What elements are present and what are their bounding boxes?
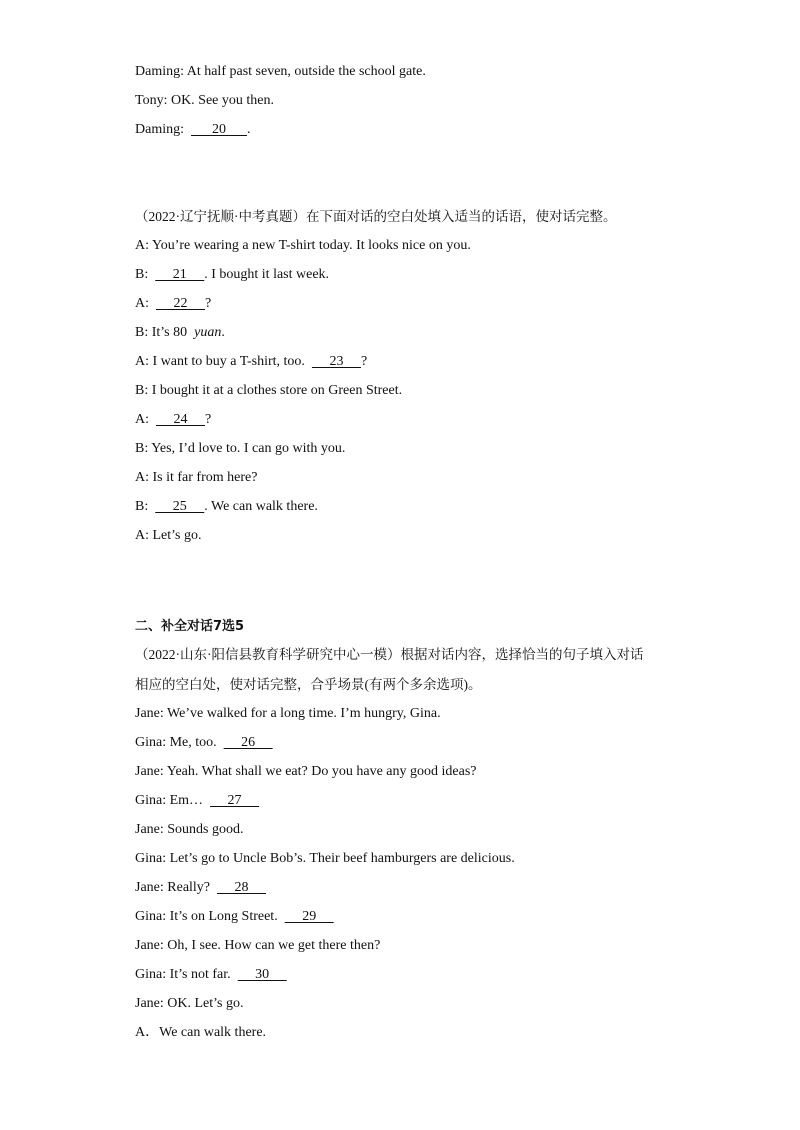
speaker-text: Gina: It’s not far.: [135, 967, 238, 982]
dialogue-line: [135, 734, 273, 752]
dialogue-line: [135, 121, 251, 139]
dialogue-line: B: I bought it at a clothes store on Green Street.: [135, 383, 403, 398]
answer-blank-30: 30: [237, 967, 287, 982]
line-suffix: ?: [360, 354, 368, 369]
question-intro: 相应的空白处，使对话完整，合乎场景(有两个多余选项)。: [135, 677, 482, 692]
dialogue-line: [135, 879, 266, 897]
answer-blank-29: 29: [284, 909, 334, 924]
answer-blank-24: 24: [156, 412, 205, 427]
dialogue-line: [135, 324, 225, 342]
section-heading: 二、补全对话7选5: [135, 619, 245, 634]
question-intro: （2022·山东·阳信县教育科学研究中心一模）根据对话内容，选择恰当的句子填入对话: [135, 647, 644, 662]
speaker-text: B: It’s 80: [135, 325, 195, 340]
answer-blank-26: 26: [223, 735, 273, 750]
answer-blank-28: 28: [217, 880, 267, 895]
line-suffix: .: [247, 122, 251, 137]
speaker-text: B:: [135, 267, 156, 282]
dialogue-line: A: Is it far from here?: [135, 470, 258, 485]
dialogue-line: Jane: OK. Let’s go.: [135, 996, 244, 1011]
answer-blank-27: 27: [210, 793, 260, 808]
dialogue-line: [135, 411, 211, 429]
answer-blank-25: 25: [155, 499, 205, 514]
answer-option: A．We can walk there.: [135, 1025, 267, 1040]
dialogue-line: A: Let’s go.: [135, 528, 202, 543]
dialogue-line: Tony: OK. See you then.: [135, 93, 275, 108]
answer-blank-21: 21: [155, 267, 205, 282]
italic-word: yuan: [194, 325, 222, 340]
dialogue-line: B: Yes, I’d love to. I can go with you.: [135, 441, 346, 456]
dialogue-line: Jane: Oh, I see. How can we get there then?: [135, 938, 381, 953]
answer-blank-23: 23: [311, 354, 361, 369]
dialogue-line: [135, 266, 329, 284]
dialogue-line: A: You’re wearing a new T-shirt today. It looks nice on you.: [135, 238, 471, 253]
question-intro: （2022·辽宁抚顺·中考真题）在下面对话的空白处填入适当的话语，使对话完整。: [135, 209, 617, 224]
line-suffix: ?: [205, 296, 212, 311]
speaker-text: Daming:: [135, 122, 191, 137]
answer-blank-20: 20: [191, 122, 247, 137]
dialogue-line: [135, 792, 259, 810]
dialogue-line: Jane: We’ve walked for a long time. I’m hungry, Gina.: [135, 706, 441, 721]
dialogue-line: Jane: Sounds good.: [135, 822, 244, 837]
line-suffix: .: [221, 325, 225, 340]
speaker-text: Jane: Really?: [135, 880, 218, 895]
line-suffix: . We can walk there.: [204, 499, 318, 514]
dialogue-line: [135, 353, 367, 371]
dialogue-line: Gina: Let’s go to Uncle Bob’s. Their beef hamburgers are delicious.: [135, 851, 515, 866]
dialogue-line: [135, 966, 287, 984]
line-suffix: ?: [205, 412, 212, 427]
speaker-text: A: I want to buy a T-shirt, too.: [135, 354, 312, 369]
speaker-text: B:: [135, 499, 156, 514]
speaker-text: Gina: Em…: [135, 793, 211, 808]
speaker-text: Gina: It’s on Long Street.: [135, 909, 285, 924]
dialogue-line: Jane: Yeah. What shall we eat? Do you have any good ideas?: [135, 764, 477, 779]
speaker-text: Gina: Me, too.: [135, 735, 224, 750]
dialogue-line: [135, 908, 334, 926]
answer-blank-22: 22: [156, 296, 205, 311]
line-suffix: . I bought it last week.: [204, 267, 330, 282]
dialogue-line: [135, 498, 318, 516]
speaker-text: A:: [135, 296, 156, 311]
dialogue-line: Daming: At half past seven, outside the school gate.: [135, 64, 426, 79]
dialogue-line: [135, 295, 211, 313]
speaker-text: A:: [135, 412, 156, 427]
